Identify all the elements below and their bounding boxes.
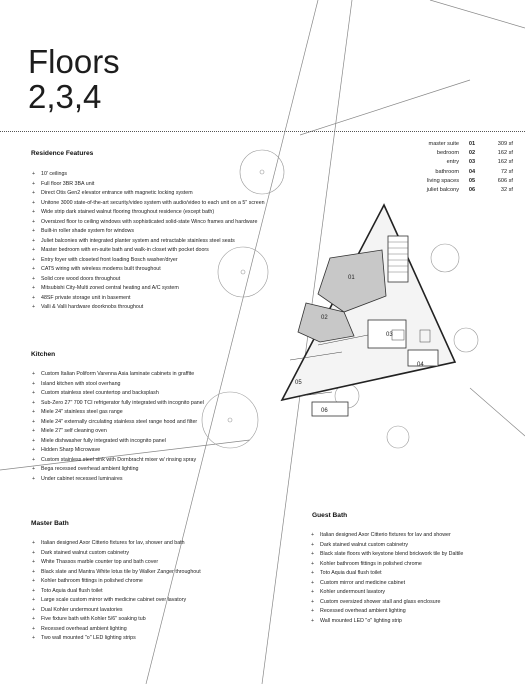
legend-area: 72 sf [500,168,513,175]
stair-core [388,236,408,282]
legend-number: 02 [468,150,476,157]
legend-label: juliet balcony [426,187,459,194]
page-title-line-2: 2,3,4 [28,78,102,115]
list-item: + Miele 27" self cleaning oven [32,427,204,437]
list-item: + Black slate and Mantra White lotus tile by Walker Zanger throughout [32,568,201,578]
legend-row [389,168,513,177]
plan-label-02: 02 [321,315,328,321]
legend-area: 162 sf [497,150,513,157]
list-item: + Large scale custom mirror with medicine cabinet over lavatory [32,596,201,606]
list-item: + Italian designed Axor Citterio fixtures for lav and shower [311,531,463,541]
list-item: + Custom mirror and medicine cabinet [311,579,463,589]
residence-features-heading: Residence Features [31,150,94,157]
list-item: + Solid core wood doors throughout [32,275,265,285]
list-item: + Dark stained walnut custom cabinetry [32,549,201,559]
legend-number: 04 [468,168,476,175]
legend-number: 03 [468,159,476,166]
legend-row [389,149,513,158]
kitchen-list [32,370,204,484]
guest-bath-heading: Guest Bath [312,512,348,519]
list-item: + Built-in roller shade system for windows [32,227,265,237]
list-item: + Kohler bathroom fittings in polished chrome [32,577,201,587]
plan-label-01: 01 [348,275,355,281]
list-item: + Custom Italian Poliform Varenna Asia laminate cabinets in graffite [32,370,204,380]
list-item: + Wall mounted LED "o" lighting strip [311,617,463,627]
list-item: + Miele dishwasher fully integrated with incognito panel [32,437,204,447]
legend-row [389,158,513,167]
list-item: + Bega recessed overhead ambient lighting [32,465,204,475]
dotted-divider [0,131,525,132]
list-item: + Island kitchen with stool overhang [32,380,204,390]
list-item: + Wide strip dark stained walnut flooring throughout residence (except bath) [32,208,265,218]
legend-number: 01 [468,141,476,147]
list-item: + Oversized floor to ceiling windows with sophisticated solid-state Winco frames and hardware [32,218,265,228]
list-item: + Custom stainless steel sink with Dornbracht mixer w/ rinsing spray [32,456,204,466]
list-item: + Toto Aquia dual flush toilet [32,587,201,597]
list-item: + Kohler undermount lavatory [311,588,463,598]
list-item: + Dark stained walnut custom cabinetry [311,541,463,551]
list-item: + Two wall mounted "o" LED lighting strips [32,634,201,644]
list-item: + Recessed overhead ambient lighting [311,607,463,617]
legend-label: living spaces [426,177,459,184]
plan-label-05: 05 [295,380,302,386]
legend-row [389,140,513,149]
list-item: + Miele 24" externally circulating stainless steel range hood and filter [32,418,204,428]
legend-row [389,177,513,186]
room-juliet-balcony [312,402,348,416]
list-item: + Toto Aquia dual flush toilet [311,569,463,579]
list-item: + Entry foyer with closeted front loading Bosch washer/dryer [32,256,265,266]
kitchen-heading: Kitchen [31,351,56,358]
list-item: + Custom stainless steel countertop and backsplash [32,389,204,399]
list-item: + White Thassos marble counter top and bath cover [32,558,201,568]
list-item: + Valli & Valli hardware doorknobs throughout [32,303,265,313]
master-bath-heading: Master Bath [31,520,69,527]
list-item: + Kohler bathroom fittings in polished chrome [311,560,463,570]
list-item: + Miele 24" stainless steel gas range [32,408,204,418]
list-item: + Under cabinet recessed luminaires [32,475,204,485]
legend-area: 309 sf [497,141,513,147]
list-item: + Mitsubishi City-Multi zoned central heating and A/C system [32,284,265,294]
legend-label: bathroom [435,168,459,175]
residence-features-list [32,170,265,313]
list-item: + Hidden Sharp Microwave [32,446,204,456]
list-item: + Custom oversized shower stall and glass enclosure [311,598,463,608]
plan-label-03: 03 [386,332,393,338]
plan-label-04: 04 [417,362,424,368]
master-bath-list [32,539,201,644]
list-item: + Five fixture bath with Kohler 5/6" soaking tub [32,615,201,625]
legend-number: 06 [468,187,476,194]
list-item: + CAT5 wiring with wireless modems built throughout [32,265,265,275]
list-item: + 10' ceilings [32,170,265,180]
legend-row [389,186,513,195]
list-item: + Full floor 3BR 3BA unit [32,180,265,190]
list-item: + Dual Kohler undermount lavatories [32,606,201,616]
list-item: + Master bedroom with en-suite bath and walk-in closet with pocket doors [32,246,265,256]
list-item: + Juliet balconies with integrated planter system and retractable stainless steel seats [32,237,265,247]
room-legend [389,140,513,195]
legend-label: bedroom [436,150,459,157]
legend-area: 32 sf [500,187,513,194]
legend-label: master suite [428,141,459,147]
list-item: + Unitone 3000 state-of-the-art security/video system with audio/video to each unit on a 5" screen [32,199,265,209]
legend-area: 606 sf [497,177,513,184]
page-title-line-1: Floors [28,43,120,80]
legend-area: 162 sf [497,159,513,166]
list-item: + Black slate floors with keystone blend brickwork tile by Daltile [311,550,463,560]
list-item: + Recessed overhead ambient lighting [32,625,201,635]
page-title [28,44,120,114]
legend-number: 05 [468,177,476,184]
list-item: + 48SF private storage unit in basement [32,294,265,304]
plan-label-06: 06 [321,408,328,414]
list-item: + Direct Otis Gen2 elevator entrance with magnetic locking system [32,189,265,199]
guest-bath-list [311,531,463,626]
list-item: + Sub-Zero 27" 700 TCI refrigerator fully integrated with incognito panel [32,399,204,409]
list-item: + Italian designed Axor Citterio fixtures for lav, shower and bath [32,539,201,549]
legend-label: entry [446,159,459,166]
